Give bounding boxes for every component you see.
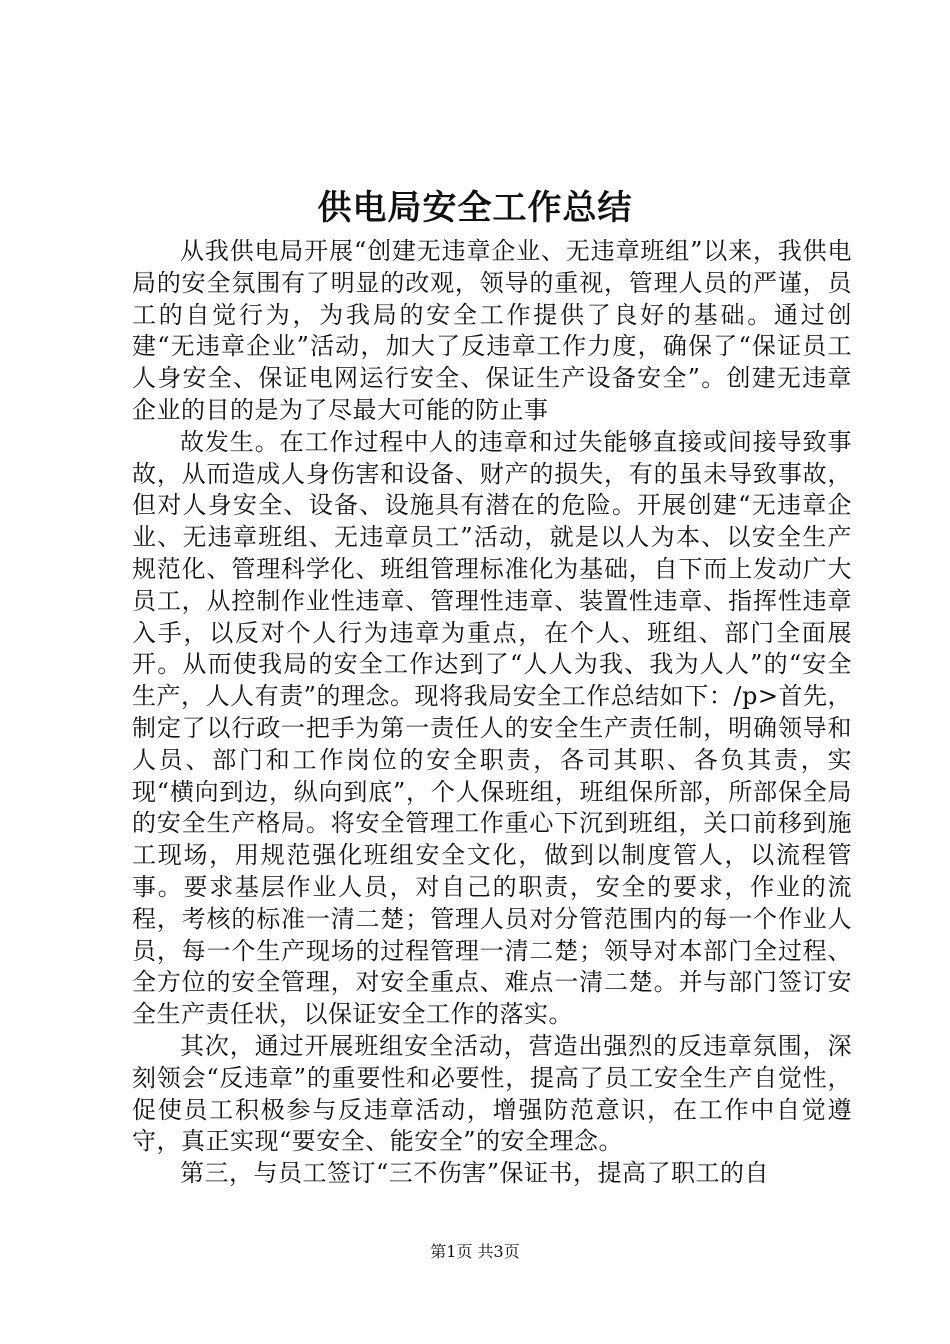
page-footer: 第1页 共3页 bbox=[430, 1242, 520, 1261]
paragraph-4: 第三，与员工签订“三不伤害”保证书，提高了职工的自 bbox=[180, 1159, 770, 1188]
document-title: 供电局安全工作总结 bbox=[317, 188, 633, 228]
document-body bbox=[132, 236, 852, 1190]
paragraph-3: 其次，通过开展班组安全活动，营造出强烈的反违章氛围，深刻领会“反违章”的重要性和必要性，提高了员工安全生产自觉性，促使员工积极参与反违章活动，增强防范意识，在工作中自觉遵守，真正实现“要安全、能安全”的安全理念。 bbox=[132, 1031, 852, 1156]
paragraph-2: 故发生。在工作过程中人的违章和过失能够直接或间接导致事故，从而造成人身伤害和设备、财产的损失，有的虽未导致事故，但对人身安全、设备、设施具有潜在的危险。开展创建“无违章企业、无违章班组、无违章员工”活动，就是以人为本、以安全生产规范化、管理科学化、班组管理标准化为基础，自下而上发动广大员工，从控制作业性违章、管理性违章、装置性违章、指挥性违章入手，以反对个人行为违章为重点，在个人、班组、部门全面展开。从而使我局的安全工作达到了“人人为我、我为人人”的“安全生产，人人有责”的理念。现将我局安全工作总结如下：/p>首先，制定了以行政一把手为第一责任人的安全生产责任制，明确领导和人员、部门和工作岗位的安全职责，各司其职、各负其责，实现“横向到边，纵向到底”，个人保班组，班组保所部，所部保全局的安全生产格局。将安全管理工作重心下沉到班组，关口前移到施工现场，用规范强化班组安全文化，做到以制度管人，以流程管事。要求基层作业人员，对自己的职责，安全的要求，作业的流程，考核的标准一清二楚；管理人员对分管范围内的每一个作业人员，每一个生产现场的过程管理一清二楚；领导对本部门全过程、全方位的安全管理，对安全重点、难点一清二楚。并与部门签订安全生产责任状，以保证安全工作的落实。 bbox=[132, 427, 852, 1029]
paragraph-1: 从我供电局开展“创建无违章企业、无违章班组”以来，我供电局的安全氛围有了明显的改观，领导的重视，管理人员的严谨，员工的自觉行为，为我局的安全工作提供了良好的基础。通过创建“无违章企业”活动，加大了反违章工作力度，确保了“保证员工人身安全、保证电网运行安全、保证生产设备安全”。创建无违章企业的目的是为了尽最大可能的防止事 bbox=[132, 237, 852, 424]
